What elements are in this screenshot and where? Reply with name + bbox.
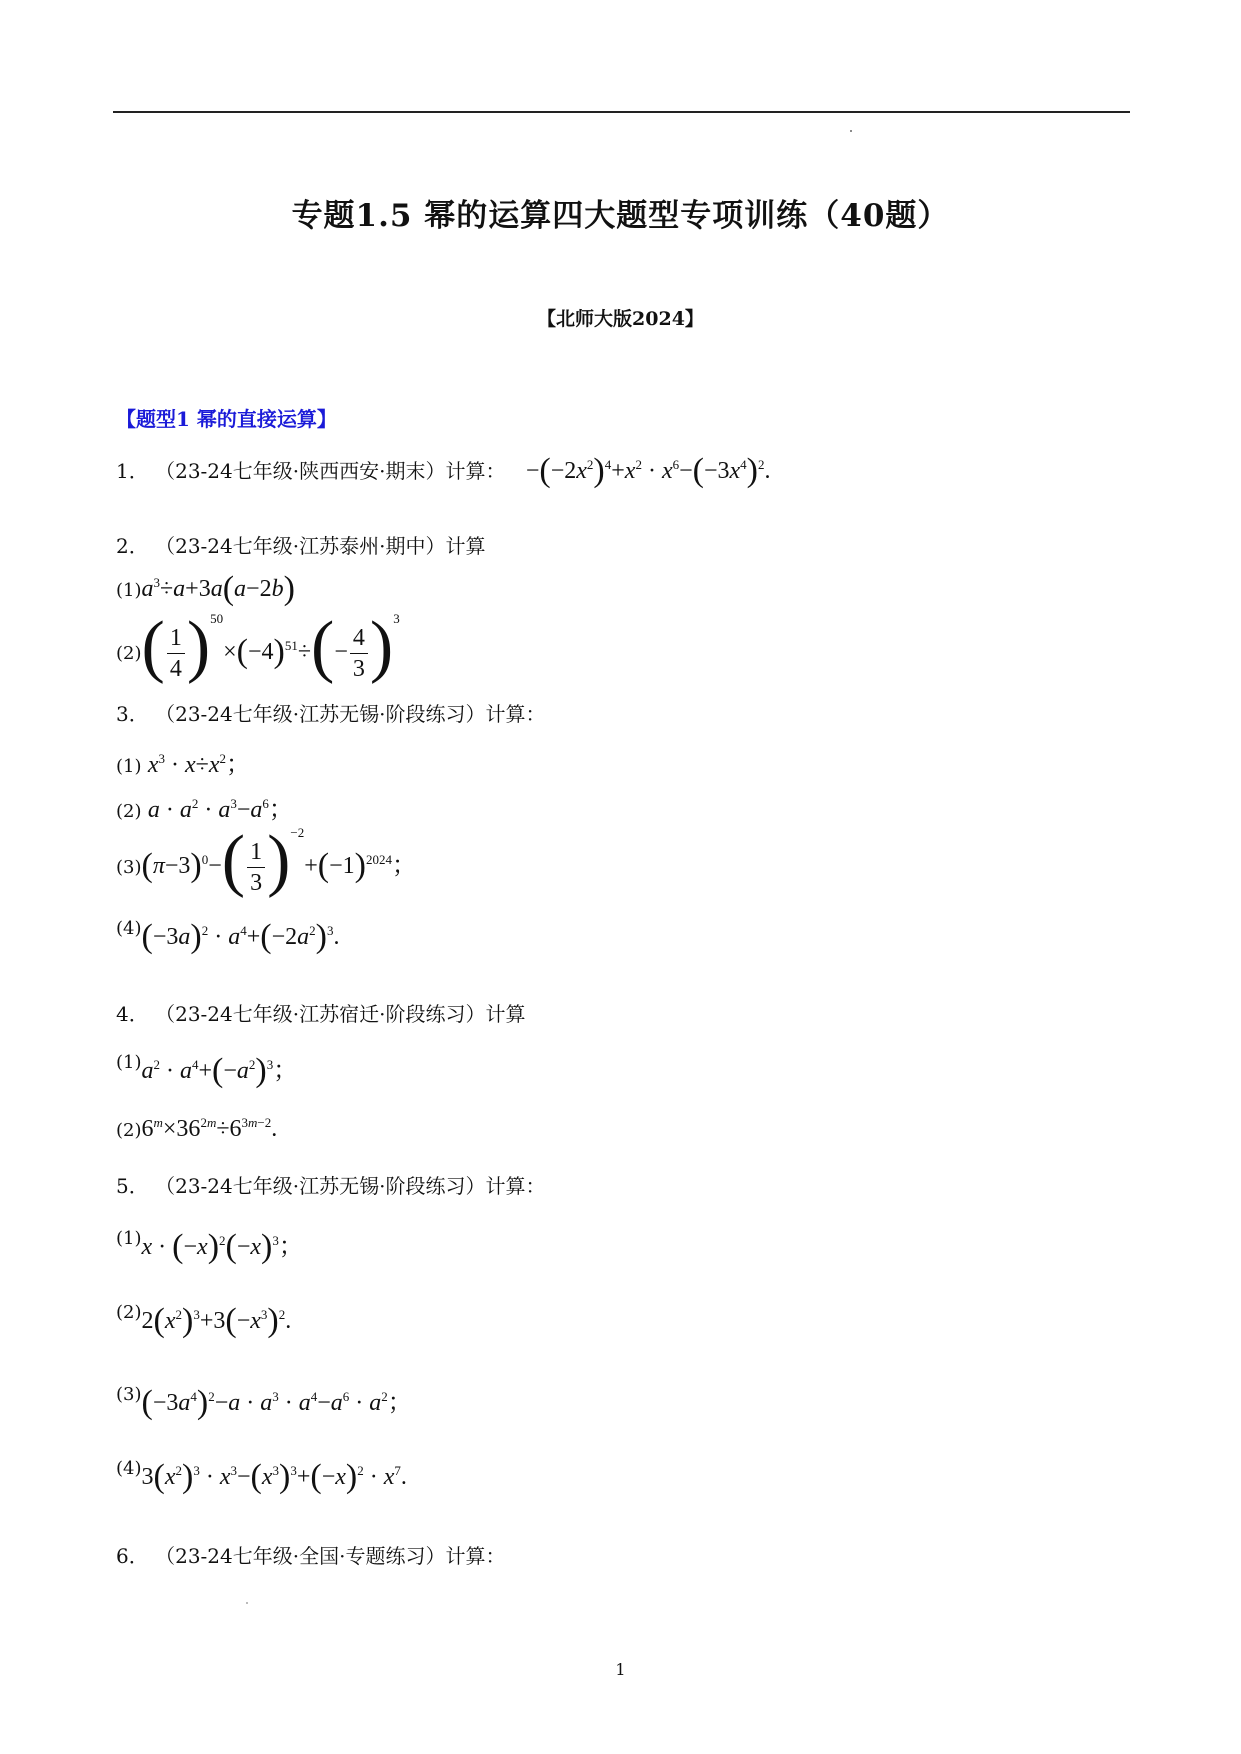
problem-3-part-1 bbox=[116, 744, 250, 779]
problem-3-part-1-expression: $x^3 \cdot x\div x^2$； bbox=[147, 751, 250, 778]
problem-4-part-2 bbox=[116, 1116, 277, 1143]
part-label: (2) bbox=[116, 801, 142, 822]
problem-4-part-1-expression: $a^2 \cdot a^4+(-a^2)^3$； bbox=[141, 1052, 298, 1089]
problem-number: 5． bbox=[116, 1174, 149, 1198]
problem-3-part-3 bbox=[116, 822, 416, 899]
page-number: 1 bbox=[615, 1660, 626, 1679]
problem-5-part-3-expression: $(-3a^4)^2-a \cdot a^3 \cdot a^4-a^6 \cdot a^2$； bbox=[141, 1384, 412, 1421]
part-label: (2) bbox=[116, 1120, 142, 1141]
edition-label: 【北师大版2024】 bbox=[537, 308, 704, 330]
problem-5 bbox=[116, 1170, 545, 1199]
problem-5-part-2 bbox=[116, 1302, 291, 1340]
problem-number: 1． bbox=[116, 459, 149, 483]
problem-source: （23-24七年级·江苏泰州·期中）计算 bbox=[155, 534, 486, 558]
document-title: 专题1.5 幂的运算四大题型专项训练（40题） bbox=[291, 198, 950, 234]
part-label: (1) bbox=[116, 1052, 142, 1073]
section-heading: 【题型1 幂的直接运算】 bbox=[116, 407, 337, 431]
problem-3-part-2-expression: $a \cdot a^2 \cdot a^3-a^6$； bbox=[147, 796, 293, 823]
problem-source: （23-24七年级·江苏无锡·阶段练习）计算： bbox=[155, 702, 546, 726]
problem-4-part-2-expression: $6^m\times 36^{2m}\div 6^{3m-2}$. bbox=[141, 1115, 278, 1142]
problem-2-part-1 bbox=[116, 570, 295, 608]
problem-2-part-1-expression: $a^3\div a+3a(a-2b)$ bbox=[141, 570, 295, 607]
problem-source: （23-24七年级·江苏无锡·阶段练习）计算： bbox=[155, 1174, 546, 1198]
problem-number: 2． bbox=[116, 534, 149, 558]
problem-5-part-4 bbox=[116, 1458, 407, 1496]
problem-4-part-1 bbox=[116, 1050, 297, 1090]
problem-3-part-2 bbox=[116, 789, 293, 824]
problem-5-part-2-expression: $2(x^2)^3+3(-x^3)^2$. bbox=[141, 1302, 292, 1339]
header-rule bbox=[113, 111, 1130, 113]
problem-2 bbox=[116, 530, 485, 559]
problem-3-part-4 bbox=[116, 918, 339, 956]
part-label: (2) bbox=[116, 1302, 142, 1323]
part-label: (1) bbox=[116, 1228, 142, 1249]
problem-3 bbox=[116, 698, 545, 727]
problem-4 bbox=[116, 998, 525, 1027]
problem-5-part-3 bbox=[116, 1382, 412, 1422]
problem-2-part-2-expression: ( $\frac{1}{4}$ )$^{50}\times(-4)^{51}\div(-$ $\frac{4}{3}$ )$^3$ bbox=[141, 608, 400, 685]
problem-3-part-4-expression: $(-3a)^2 \cdot a^4+(-2a^2)^3$. bbox=[141, 918, 340, 955]
problem-source: （23-24七年级·陕西西安·期末）计算： bbox=[155, 459, 506, 483]
part-label: (2) bbox=[116, 643, 142, 664]
problem-number: 4． bbox=[116, 1002, 149, 1026]
problem-6 bbox=[116, 1540, 505, 1569]
problem-5-part-4-expression: $3(x^2)^3 \cdot x^3-(x^3)^3+(-x)^2 \cdot x^7$. bbox=[141, 1458, 407, 1495]
problem-1 bbox=[116, 452, 771, 490]
problem-3-part-3-expression: $(\pi-3)^0-$( $\frac{1}{3}$ )$^{-2}+(-1)^{2024}$； bbox=[141, 822, 416, 899]
header-dot bbox=[850, 130, 852, 132]
part-label: (4) bbox=[116, 918, 142, 939]
problem-source: （23-24七年级·全国·专题练习）计算： bbox=[155, 1544, 506, 1568]
problem-1-expression: $-(-2x^2)^4+x^2 \cdot x^6-(-3x^4)^2$. bbox=[525, 452, 771, 489]
part-label: (4) bbox=[116, 1458, 142, 1479]
problem-5-part-1 bbox=[116, 1226, 303, 1266]
scan-speck bbox=[246, 1602, 248, 1604]
part-label: (1) bbox=[116, 756, 142, 777]
problem-5-part-1-expression: $x \cdot (-x)^2(-x)^3$； bbox=[141, 1228, 303, 1265]
problem-number: 6． bbox=[116, 1544, 149, 1568]
part-label: (1) bbox=[116, 580, 142, 601]
problem-source: （23-24七年级·江苏宿迁·阶段练习）计算 bbox=[155, 1002, 526, 1026]
part-label: (3) bbox=[116, 1384, 142, 1405]
part-label: (3) bbox=[116, 857, 142, 878]
problem-number: 3． bbox=[116, 702, 149, 726]
problem-2-part-2 bbox=[116, 608, 400, 685]
